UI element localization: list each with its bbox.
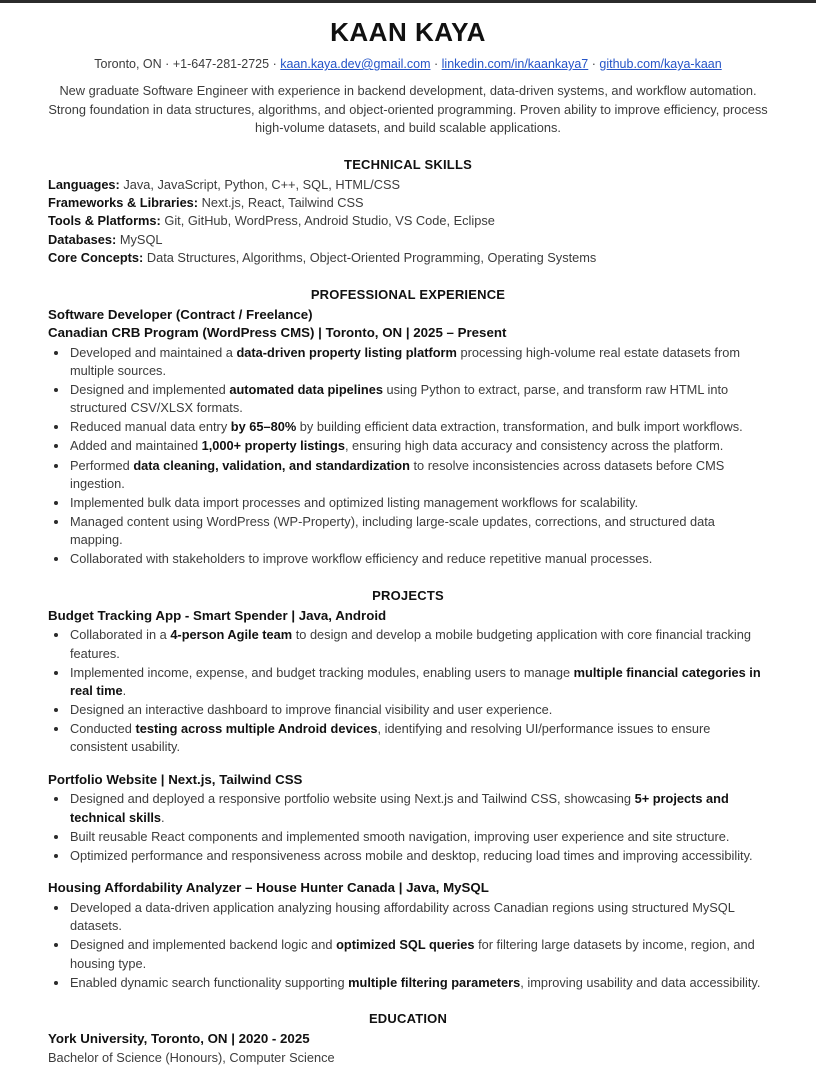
skill-line [48,194,768,212]
bullet-emphasis: by 65–80% [230,419,297,435]
contact-location: Toronto, ON [94,57,162,71]
bullet-text: , improving usability and data accessibility. [520,974,761,990]
bullet-text: Enabled dynamic search functionality supporting [70,974,349,990]
skills-list [48,176,768,268]
skill-value: Next.js, React, Tailwind CSS [201,195,364,211]
project-bullets [48,899,768,992]
project-entry [48,879,768,992]
bullet-item [48,790,768,826]
contact-separator: · [591,57,596,71]
contact-phone: +1-647-281-2725 [172,57,270,71]
bullet-item [48,626,768,662]
bullet-emphasis: 5+ projects and technical skills [70,791,729,825]
project-bullets [48,790,768,865]
bullet-emphasis: multiple financial categories in real time [70,664,761,698]
education-school: York University, Toronto, ON | 2020 - 2025 [48,1030,310,1046]
skill-value: Data Structures, Algorithms, Object-Oriented Programming, Operating Systems [146,250,597,266]
bullet-item [48,494,768,512]
bullet-text: Performed [70,457,134,473]
skill-line [48,212,768,230]
github-link[interactable]: github.com/kaya-kaan [599,57,722,71]
bullet-text: Developed a data-driven application analyzing housing affordability across Canadian regions using structured MySQL datasets. [70,900,735,934]
skill-label: Frameworks & Libraries: [48,195,199,211]
bullet-item [48,664,768,700]
bullet-text: Implemented income, expense, and budget tracking modules, enabling users to manage [70,664,574,680]
professional-summary: New graduate Software Engineer with experience in backend development, data-driven systems, and workflow automation. Strong foundation in data structures, algorithms, and object-oriented programming. Proven ability to improve efficiency, process high-volume datasets, and build scalable applications. [48,83,768,136]
project-entry [48,771,768,866]
project-title: Housing Affordability Analyzer – House Hunter Canada | Java, MySQL [48,880,489,896]
bullet-text: Added and maintained [70,438,202,454]
bullet-item [48,418,768,436]
skill-line [48,176,768,194]
bullet-emphasis: multiple filtering parameters [348,974,521,990]
bullet-item [48,847,768,865]
contact-separator: · [165,57,170,71]
bullet-text: to design and develop a mobile budgeting application with core financial tracking features. [70,627,752,661]
bullet-item [48,550,768,568]
bullet-text: Designed and deployed a responsive portfolio website using Next.js and Tailwind CSS, showcasing [70,791,635,807]
bullet-emphasis: testing across multiple Android devices [135,721,378,737]
resume-page [0,17,816,1067]
bullet-text: Conducted [70,721,136,737]
bullet-text: Designed and implemented backend logic and [70,937,337,953]
experience-entry [48,306,768,569]
bullet-item [48,344,768,380]
bullet-text: Collaborated with stakeholders to improve workflow efficiency and reduce repetitive manual processes. [70,551,653,567]
bullet-text: Designed an interactive dashboard to improve financial visibility and user experience. [70,702,553,718]
job-company-meta: Canadian CRB Program (WordPress CMS) | Toronto, ON | 2025 – Present [48,324,507,340]
bullet-text: by building efficient data extraction, transformation, and bulk import workflows. [296,419,743,435]
section-heading-projects: PROJECTS [372,587,444,603]
bullet-text: Built reusable React components and implemented smooth navigation, improving user experience and site structure. [70,828,730,844]
project-title: Portfolio Website | Next.js, Tailwind CSS [48,771,303,787]
project-title: Budget Tracking App - Smart Spender | Java, Android [48,607,387,623]
skill-label: Languages: [48,176,120,192]
job-title: Software Developer (Contract / Freelance) [48,306,313,322]
skill-label: Core Concepts: [48,250,144,266]
education-entry [48,1030,768,1067]
section-heading-experience: PROFESSIONAL EXPERIENCE [310,286,506,302]
education-degree: Bachelor of Science (Honours), Computer Science [48,1050,335,1066]
email-link[interactable]: kaan.kaya.dev@gmail.com [280,57,431,71]
project-entry [48,607,768,757]
bullet-text: Designed and implemented [70,381,230,397]
bullet-text: . [122,682,127,698]
top-accent-bar [0,0,816,3]
skill-line [48,231,768,249]
bullet-text: for filtering large datasets by income, region, and housing type. [70,937,755,971]
bullet-item [48,457,768,493]
bullet-item [48,720,768,756]
experience-bullets [48,344,768,569]
page-title: KAAN KAYA [330,17,486,47]
project-bullets [48,626,768,756]
linkedin-link[interactable]: linkedin.com/in/kaankaya7 [441,57,589,71]
bullet-text: Implemented bulk data import processes and optimized listing management workflows for scalability. [70,494,639,510]
bullet-item [48,936,768,972]
skill-label: Tools & Platforms: [48,213,161,229]
bullet-text: Managed content using WordPress (WP-Property), including large-scale updates, corrections, and structured data mapping. [70,514,715,548]
bullet-item [48,974,768,992]
skill-value: Git, GitHub, WordPress, Android Studio, VS Code, Eclipse [164,213,495,229]
bullet-item [48,701,768,719]
bullet-item [48,513,768,549]
bullet-text: Collaborated in a [70,627,171,643]
bullet-emphasis: data cleaning, validation, and standardization [133,457,410,473]
section-heading-education: EDUCATION [368,1010,448,1026]
bullet-emphasis: 1,000+ property listings [201,438,345,454]
skill-value: MySQL [119,231,163,247]
bullet-item [48,437,768,455]
bullet-text: . [161,809,165,825]
contact-separator: · [272,57,277,71]
skill-line [48,249,768,267]
bullet-text: , ensuring high data accuracy and consistency across the platform. [344,438,724,454]
bullet-text: to resolve inconsistencies across datasets before CMS ingestion. [70,457,725,491]
skill-label: Databases: [48,231,117,247]
bullet-text: Optimized performance and responsiveness across mobile and desktop, reducing load times and improving accessibility. [70,847,753,863]
contact-line [48,57,768,71]
bullet-item [48,828,768,846]
bullet-text: using Python to extract, parse, and transform raw HTML into structured CSV/XLSX formats. [70,381,729,416]
bullet-emphasis: 4-person Agile team [170,627,293,643]
bullet-emphasis: data-driven property listing platform [236,344,457,360]
skill-value: Java, JavaScript, Python, C++, SQL, HTML/CSS [123,176,401,192]
bullet-item [48,381,768,417]
bullet-text: Developed and maintained a [70,344,237,360]
bullet-emphasis: automated data pipelines [229,381,383,397]
contact-separator: · [433,57,439,71]
bullet-text: , identifying and resolving UI/performance issues to ensure consistent usability. [70,721,711,755]
bullet-emphasis: optimized SQL queries [336,937,475,953]
bullet-text: processing high-volume real estate datasets from multiple sources. [70,344,740,378]
bullet-text: Reduced manual data entry [70,419,231,435]
section-heading-skills: TECHNICAL SKILLS [344,156,472,172]
bullet-item [48,899,768,935]
